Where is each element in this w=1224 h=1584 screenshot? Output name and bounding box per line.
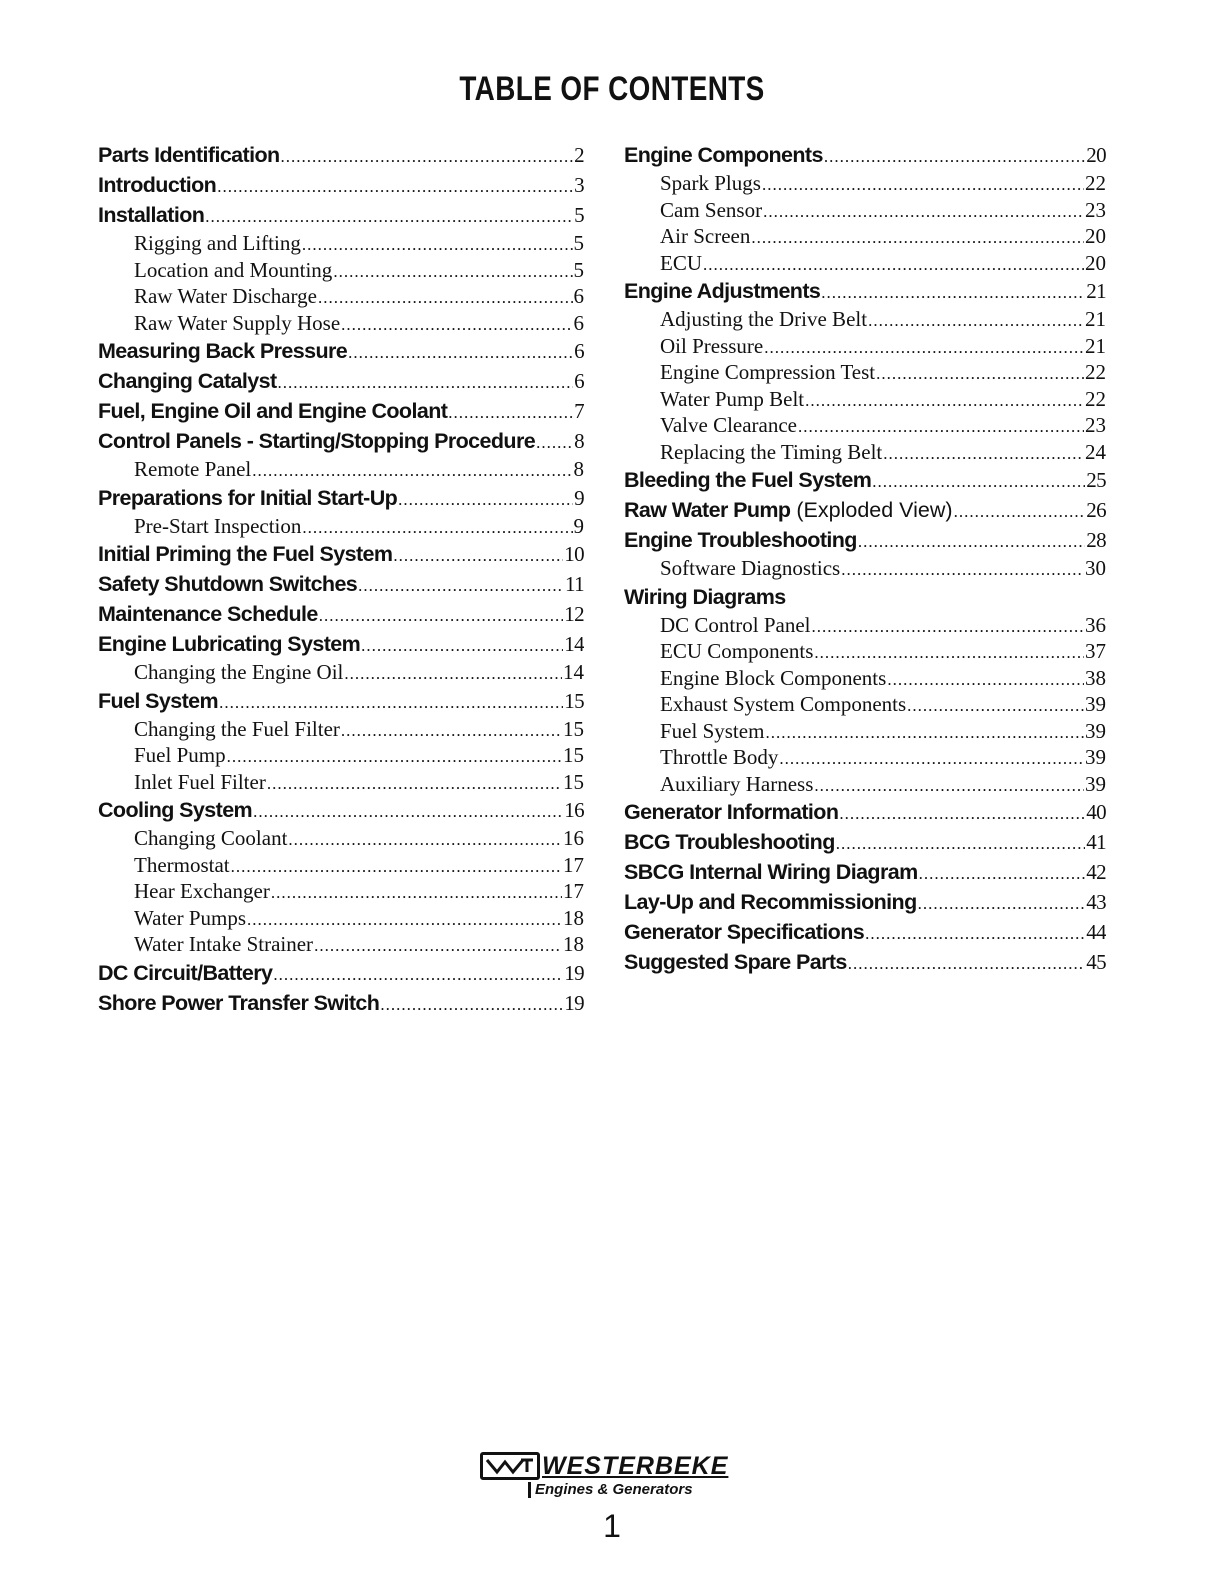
toc-entry-label: Engine Block Components — [660, 665, 887, 690]
toc-entry[interactable] — [624, 140, 1106, 170]
toc-subentry[interactable] — [624, 771, 1106, 798]
toc-entry-page: 45 — [1086, 950, 1106, 974]
toc-entry-label: Engine Troubleshooting — [624, 528, 857, 552]
toc-entry-label: ECU Components — [660, 639, 814, 663]
toc-entry-page: 17 — [563, 879, 584, 903]
toc-entry-heading[interactable] — [624, 582, 1106, 612]
toc-entry-label: Auxiliary Harness — [660, 771, 814, 796]
toc-entry[interactable] — [98, 366, 584, 396]
toc-entry[interactable] — [624, 495, 1106, 525]
toc-entry-label: SBCG Internal Wiring Diagram — [624, 860, 918, 884]
toc-entry-label: Suggested Spare Parts — [624, 950, 847, 974]
toc-entry-label: ECU — [660, 250, 702, 275]
toc-entry-page: 11 — [564, 572, 584, 596]
toc-entry-page: 23 — [1085, 197, 1106, 222]
toc-subentry[interactable] — [624, 665, 1106, 692]
toc-entry-page: 42 — [1086, 860, 1106, 884]
toc-entry[interactable] — [624, 827, 1106, 857]
toc-entry-label: Water Pump Belt — [660, 386, 805, 411]
dot-leader — [751, 225, 1084, 250]
toc-entry-label: Adjusting the Drive Belt — [660, 307, 868, 331]
toc-entry-label: Measuring Back Pressure — [98, 339, 348, 363]
dot-leader — [217, 172, 573, 200]
dot-leader — [876, 361, 1084, 386]
toc-entry-page: 6 — [573, 310, 584, 335]
toc-entry[interactable] — [98, 569, 584, 599]
toc-entry-label: Water Pumps — [134, 905, 247, 930]
toc-subentry[interactable] — [624, 555, 1106, 582]
toc-entry-label: Changing Catalyst — [98, 369, 277, 393]
toc-entry-label: Thermostat — [134, 852, 230, 877]
toc-entry-label: Air Screen — [660, 224, 751, 248]
toc-subentry[interactable] — [98, 905, 584, 932]
dot-leader — [839, 799, 1085, 827]
toc-entry-label: Shore Power Transfer Switch — [98, 990, 380, 1015]
dot-leader — [253, 797, 563, 825]
dot-leader — [278, 368, 574, 396]
brand-name: WESTERBEKE — [542, 1452, 729, 1480]
toc-entry-page: 14 — [564, 632, 584, 656]
dot-leader — [858, 527, 1085, 555]
toc-entry-label: Wiring Diagrams — [624, 584, 786, 609]
toc-entry[interactable] — [624, 887, 1106, 917]
toc-entry-page: 5 — [574, 203, 584, 227]
toc-entry-page: 21 — [1086, 279, 1106, 303]
toc-entry-page: 41 — [1086, 830, 1106, 854]
toc-entry-label: Pre-Start Inspection — [134, 513, 302, 538]
dot-leader — [227, 744, 562, 769]
toc-entry-page: 6 — [574, 339, 584, 363]
toc-entry-page: 25 — [1086, 468, 1106, 492]
toc-entry-label: Changing the Fuel Filter — [134, 716, 340, 741]
toc-entry-label: Preparations for Initial Start-Up — [98, 485, 398, 510]
dot-leader — [398, 485, 573, 513]
toc-entry[interactable] — [98, 200, 584, 230]
dot-leader — [779, 746, 1084, 771]
dot-leader — [273, 960, 563, 988]
toc-right-column — [624, 140, 1106, 977]
toc-subentry[interactable] — [98, 230, 584, 257]
toc-entry-page: 17 — [563, 852, 584, 877]
dot-leader — [231, 854, 562, 879]
toc-entry-page: 37 — [1085, 639, 1106, 663]
dot-leader — [314, 933, 562, 958]
dot-leader — [763, 199, 1084, 224]
toc-entry[interactable] — [98, 599, 584, 629]
dot-leader — [868, 308, 1084, 333]
toc-entry[interactable] — [624, 465, 1106, 495]
dot-leader — [393, 541, 563, 569]
toc-entry-label: Water Intake Strainer — [134, 932, 314, 956]
toc-entry[interactable] — [98, 426, 584, 456]
toc-entry-page: 5 — [573, 257, 584, 282]
dot-leader — [247, 907, 562, 932]
toc-entry-page: 7 — [574, 399, 584, 423]
toc-entry-page: 22 — [1085, 171, 1106, 195]
dot-leader — [824, 142, 1085, 170]
toc-entry-label: DC Circuit/Battery — [98, 960, 273, 985]
toc-subentry[interactable] — [624, 439, 1106, 466]
dot-leader — [341, 312, 572, 337]
toc-entry[interactable] — [98, 336, 584, 366]
toc-entry[interactable] — [98, 140, 584, 170]
dot-leader — [361, 631, 563, 659]
toc-entry-page: 20 — [1086, 143, 1106, 167]
toc-entry-label: Control Panels - Starting/Stopping Procedure — [98, 429, 536, 453]
toc-entry[interactable] — [98, 958, 584, 988]
toc-entry-label: Maintenance Schedule — [98, 602, 318, 626]
toc-entry-label: Oil Pressure — [660, 333, 764, 358]
toc-entry-page: 39 — [1085, 771, 1106, 796]
dot-leader — [814, 640, 1084, 665]
toc-entry-label: Rigging and Lifting — [134, 231, 301, 255]
toc-entry[interactable] — [624, 857, 1106, 887]
toc-entry-page: 18 — [563, 932, 584, 956]
toc-entry-label: Spark Plugs — [660, 171, 761, 195]
toc-entry-label: Inlet Fuel Filter — [134, 769, 266, 794]
toc-entry-page: 21 — [1085, 307, 1106, 331]
toc-entry-page: 39 — [1085, 692, 1106, 716]
toc-subentry[interactable] — [98, 659, 584, 686]
toc-entry-label: Remote Panel — [134, 457, 252, 481]
toc-entry-page: 19 — [564, 960, 584, 985]
toc-entry-page: 18 — [563, 905, 584, 930]
toc-entry-page: 16 — [563, 826, 584, 850]
toc-entry-page: 6 — [574, 369, 584, 393]
toc-entry-page: 9 — [574, 485, 584, 510]
toc-entry-page: 16 — [564, 798, 584, 822]
toc-entry-label: Generator Information — [624, 800, 839, 824]
toc-entry-page: 38 — [1085, 665, 1106, 690]
toc-entry-page: 6 — [573, 284, 584, 308]
toc-entry-label: DC Control Panel — [660, 612, 811, 637]
dot-leader — [821, 278, 1085, 306]
logo-row — [480, 1452, 740, 1480]
toc-entry-label: Fuel Pump — [134, 743, 226, 767]
toc-entry-page: 15 — [563, 743, 584, 767]
toc-entry[interactable] — [98, 483, 584, 513]
toc-entry[interactable] — [98, 539, 584, 569]
dot-leader — [703, 252, 1084, 277]
toc-entry-page: 9 — [573, 513, 584, 538]
toc-entry-label: Parts Identification — [98, 143, 280, 167]
toc-subentry[interactable] — [98, 716, 584, 743]
dot-leader — [919, 859, 1086, 887]
toc-entry-label: Replacing the Timing Belt — [660, 439, 883, 464]
toc-entry-label-bold: Raw Water Pump — [624, 498, 791, 522]
dot-leader — [302, 515, 572, 540]
toc-subentry[interactable] — [98, 825, 584, 852]
toc-subentry[interactable] — [624, 306, 1106, 333]
toc-entry-label: Lay-Up and Recommissioning — [624, 890, 917, 914]
dot-leader — [252, 458, 572, 483]
toc-entry-label-suffix: (Exploded View) — [790, 498, 953, 522]
toc-entry[interactable] — [624, 797, 1106, 827]
toc-entry-page: 22 — [1085, 360, 1106, 384]
dot-leader — [872, 467, 1085, 495]
toc-entry-page: 15 — [563, 716, 584, 741]
toc-entry[interactable] — [98, 629, 584, 659]
toc-entry[interactable] — [98, 795, 584, 825]
toc-subentry[interactable] — [624, 638, 1106, 665]
toc-subentry[interactable] — [98, 769, 584, 796]
dot-leader — [764, 335, 1084, 360]
dot-leader — [380, 990, 563, 1018]
dot-leader — [288, 827, 562, 852]
toc-entry-label: Valve Clearance — [660, 413, 798, 437]
toc-entry-page: 5 — [573, 231, 584, 255]
toc-entry-page: 23 — [1085, 413, 1106, 437]
toc-entry[interactable] — [624, 947, 1106, 977]
toc-entry-label: Safety Shutdown Switches — [98, 572, 358, 596]
toc-subentry[interactable] — [624, 197, 1106, 224]
dot-leader — [954, 497, 1086, 525]
dot-leader — [907, 693, 1084, 718]
toc-entry-label — [624, 495, 953, 525]
toc-subentry[interactable] — [624, 691, 1106, 718]
toc-entry-page: 22 — [1085, 386, 1106, 411]
dot-leader — [333, 259, 572, 284]
toc-entry-page: 26 — [1086, 498, 1106, 522]
toc-entry-label: Engine Adjustments — [624, 279, 821, 303]
toc-entry-label: Introduction — [98, 173, 217, 197]
dot-leader — [812, 614, 1085, 639]
toc-entry[interactable] — [98, 170, 584, 200]
dot-leader — [302, 232, 573, 257]
toc-entry-label: Installation — [98, 203, 205, 227]
toc-entry[interactable] — [98, 686, 584, 716]
toc-entry[interactable] — [624, 525, 1106, 555]
toc-entry-label: Raw Water Supply Hose — [134, 310, 341, 335]
toc-entry-page: 20 — [1085, 224, 1106, 248]
dot-leader — [536, 428, 573, 456]
toc-entry-page: 10 — [564, 542, 584, 566]
dot-leader — [848, 949, 1085, 977]
page-title: TABLE OF CONTENTS — [459, 70, 765, 108]
toc-subentry[interactable] — [624, 718, 1106, 745]
toc-entry-label: Fuel System — [98, 688, 219, 713]
dot-leader — [887, 667, 1084, 692]
toc-subentry[interactable] — [98, 456, 584, 483]
dot-leader — [836, 829, 1085, 857]
toc-entry-label: Fuel System — [660, 718, 765, 743]
toc-entry-label: Cam Sensor — [660, 197, 763, 222]
dot-leader — [271, 880, 562, 905]
toc-entry-page: 20 — [1085, 250, 1106, 275]
toc-entry-page: 14 — [563, 660, 584, 684]
toc-entry-label: Engine Compression Test — [660, 360, 876, 384]
toc-entry-label: Exhaust System Components — [660, 692, 907, 716]
brand-tagline: Engines & Generators — [528, 1482, 740, 1498]
toc-entry-label: Location and Mounting — [134, 257, 333, 282]
toc-subentry[interactable] — [98, 513, 584, 540]
toc-entry-label: Changing the Engine Oil — [134, 660, 344, 684]
toc-entry-page: 8 — [573, 457, 584, 481]
toc-subentry[interactable] — [98, 742, 584, 769]
dot-leader — [344, 661, 562, 686]
toc-entry-page: 15 — [564, 688, 584, 713]
toc-entry-page: 30 — [1085, 556, 1106, 580]
page-number: 1 — [603, 1508, 621, 1544]
toc-entry[interactable] — [624, 276, 1106, 306]
dot-leader — [358, 571, 564, 599]
toc-subentry[interactable] — [98, 878, 584, 905]
dot-leader — [883, 441, 1084, 466]
toc-entry-page: 39 — [1085, 745, 1106, 769]
toc-entry-page: 2 — [574, 143, 584, 167]
toc-subentry[interactable] — [98, 257, 584, 284]
dot-leader — [319, 601, 563, 629]
dot-leader — [865, 919, 1085, 947]
toc-entry-label: Throttle Body — [660, 745, 779, 769]
toc-entry-page: 15 — [563, 769, 584, 794]
dot-leader — [841, 557, 1084, 582]
dot-leader — [205, 202, 573, 230]
westerbeke-logo-icon — [480, 1452, 540, 1480]
toc-entry-label: Initial Priming the Fuel System — [98, 542, 393, 566]
dot-leader — [798, 414, 1084, 439]
toc-entry[interactable] — [98, 396, 584, 426]
toc-entry-page: 19 — [564, 990, 584, 1015]
toc-entry-label: Engine Lubricating System — [98, 632, 361, 656]
dot-leader — [348, 338, 573, 366]
toc-entry-page: 43 — [1086, 890, 1106, 914]
toc-entry[interactable] — [98, 988, 584, 1018]
toc-entry-label: Engine Components — [624, 143, 823, 167]
toc-subentry[interactable] — [624, 412, 1106, 439]
toc-entry-page: 12 — [564, 602, 584, 626]
toc-entry-label: Bleeding the Fuel System — [624, 468, 872, 492]
footer-logo — [480, 1452, 740, 1498]
dot-leader — [762, 172, 1084, 197]
toc-entry[interactable] — [624, 917, 1106, 947]
toc-subentry[interactable] — [624, 359, 1106, 386]
toc-entry-label: Generator Specifications — [624, 920, 865, 944]
toc-entry-page: 28 — [1086, 528, 1106, 552]
toc-subentry[interactable] — [624, 612, 1106, 639]
toc-subentry[interactable] — [624, 170, 1106, 197]
toc-subentry[interactable] — [624, 333, 1106, 360]
toc-subentry[interactable] — [98, 852, 584, 879]
toc-subentry[interactable] — [624, 386, 1106, 413]
toc-entry-page: 24 — [1085, 439, 1106, 464]
dot-leader — [281, 142, 574, 170]
toc-entry-label: Fuel, Engine Oil and Engine Coolant — [98, 399, 448, 423]
dot-leader — [814, 773, 1084, 798]
dot-leader — [318, 285, 573, 310]
toc-subentry[interactable] — [624, 223, 1106, 250]
toc-entry-page: 3 — [574, 173, 584, 197]
dot-leader — [918, 889, 1086, 917]
toc-entry-page: 40 — [1086, 800, 1106, 824]
toc-subentry[interactable] — [98, 310, 584, 337]
toc-entry-page: 8 — [574, 429, 584, 453]
dot-leader — [805, 388, 1084, 413]
dot-leader — [267, 771, 562, 796]
dot-leader — [765, 720, 1084, 745]
toc-entry-label: Raw Water Discharge — [134, 284, 317, 308]
toc-entry-label: Hear Exchanger — [134, 879, 270, 903]
toc-entry-label: Software Diagnostics — [660, 556, 841, 580]
toc-entry-page: 21 — [1085, 333, 1106, 358]
toc-entry-label: Cooling System — [98, 798, 253, 822]
toc-entry-page: 44 — [1086, 920, 1106, 944]
dot-leader — [448, 398, 573, 426]
toc-entry-page: 39 — [1085, 718, 1106, 743]
dot-leader — [219, 688, 563, 716]
toc-subentry[interactable] — [98, 931, 584, 958]
toc-entry-page: 36 — [1085, 612, 1106, 637]
toc-subentry[interactable] — [98, 283, 584, 310]
toc-left-column — [98, 140, 584, 1018]
toc-subentry[interactable] — [624, 250, 1106, 277]
toc-subentry[interactable] — [624, 744, 1106, 771]
toc-entry-label: Changing Coolant — [134, 826, 288, 850]
logo-mark-icon — [485, 1456, 535, 1476]
dot-leader — [341, 718, 562, 743]
toc-entry-label: BCG Troubleshooting — [624, 830, 835, 854]
